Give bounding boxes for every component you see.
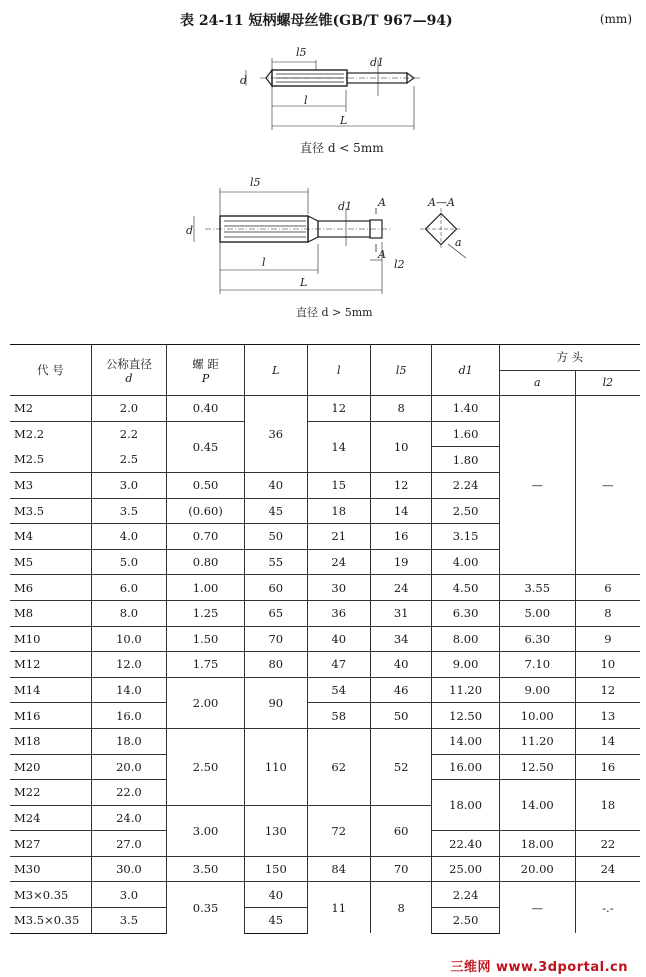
table-row [10, 856, 640, 882]
label-A-top: A [378, 196, 386, 209]
header-d1: d1 [432, 345, 499, 396]
cell-l2: 13 [575, 703, 640, 729]
cell-l5: 8 [370, 396, 432, 422]
cell-d1: 14.00 [432, 728, 499, 754]
cell-d1: 1.60 [432, 421, 499, 447]
cell-l: 11 [307, 882, 370, 933]
cell-d: 12.0 [91, 652, 166, 678]
cell-l2: 22 [575, 831, 640, 857]
cell-d1: 18.00 [432, 780, 499, 831]
cell-l5: 60 [370, 805, 432, 856]
cell-l2: 18 [575, 780, 640, 831]
label-d1-large: d1 [338, 200, 353, 213]
cell-l2: 16 [575, 754, 640, 780]
site-watermark: 三维网 www.3dportal.cn [450, 960, 628, 975]
cell-a: 18.00 [499, 831, 575, 857]
cell-P: 1.00 [167, 575, 245, 601]
cell-L: 50 [245, 524, 307, 550]
cell-code: M8 [10, 600, 91, 626]
label-L-large: L [300, 276, 308, 289]
table-row [10, 600, 640, 626]
cell-l5: 19 [370, 549, 432, 575]
cell-L: 45 [245, 908, 307, 934]
cell-d1: 2.24 [432, 882, 499, 908]
cell-d: 18.0 [91, 728, 166, 754]
cell-d1: 4.00 [432, 549, 499, 575]
cell-d: 14.0 [91, 677, 166, 703]
cell-l5: 10 [370, 421, 432, 472]
cell-d1: 1.80 [432, 447, 499, 473]
cell-d1: 9.00 [432, 652, 499, 678]
header-square: 方 头 [499, 345, 640, 371]
cell-L: 60 [245, 575, 307, 601]
cell-code: M3×0.35 [10, 882, 91, 908]
cell-d: 20.0 [91, 754, 166, 780]
cell-code: M3 [10, 472, 91, 498]
cell-code: M27 [10, 831, 91, 857]
cell-l: 18 [307, 498, 370, 524]
cell-a: 6.30 [499, 626, 575, 652]
cell-l: 36 [307, 600, 370, 626]
cell-L: 36 [245, 396, 307, 473]
cell-code: M24 [10, 805, 91, 831]
header-l: l [307, 345, 370, 396]
cell-l2: 10 [575, 652, 640, 678]
cell-P: 1.75 [167, 652, 245, 678]
cell-code: M12 [10, 652, 91, 678]
cell-l: 72 [307, 805, 370, 856]
cell-d: 27.0 [91, 831, 166, 857]
label-A-bottom: A [378, 248, 386, 261]
table-row [10, 728, 640, 754]
tap-drawings [0, 0, 646, 340]
cell-l: 30 [307, 575, 370, 601]
table-row [10, 626, 640, 652]
cell-P: 0.80 [167, 549, 245, 575]
label-a: a [455, 236, 462, 249]
table-row [10, 396, 640, 422]
cell-code: M14 [10, 677, 91, 703]
cell-code: M2 [10, 396, 91, 422]
cell-L: 45 [245, 498, 307, 524]
cell-d: 4.0 [91, 524, 166, 550]
cell-a: 5.00 [499, 600, 575, 626]
header-L: L [245, 345, 307, 396]
label-l-large: l [262, 256, 266, 269]
cell-P: 3.50 [167, 856, 245, 882]
cell-d: 16.0 [91, 703, 166, 729]
cell-code: M6 [10, 575, 91, 601]
cell-d: 3.5 [91, 498, 166, 524]
cell-a: 7.10 [499, 652, 575, 678]
cell-l2: 14 [575, 728, 640, 754]
cell-L: 55 [245, 549, 307, 575]
label-l5-small: l5 [296, 46, 307, 59]
cell-code: M30 [10, 856, 91, 882]
cell-a: 14.00 [499, 780, 575, 831]
label-l5-large: l5 [250, 176, 261, 189]
label-l2: l2 [394, 258, 405, 271]
cell-d1: 2.50 [432, 908, 499, 934]
cell-l5: 16 [370, 524, 432, 550]
cell-L: 70 [245, 626, 307, 652]
cell-a: 9.00 [499, 677, 575, 703]
header-pitch: 螺 距 P [167, 345, 245, 396]
cell-a: 11.20 [499, 728, 575, 754]
cell-l2: 8 [575, 600, 640, 626]
cell-l2: -.- [575, 882, 640, 933]
cell-code: M2.5 [10, 447, 91, 473]
cell-P: (0.60) [167, 498, 245, 524]
cell-l: 21 [307, 524, 370, 550]
caption-large-diameter: 直径 d > 5mm [296, 306, 373, 319]
cell-d: 5.0 [91, 549, 166, 575]
cell-l: 84 [307, 856, 370, 882]
cell-L: 65 [245, 600, 307, 626]
table-row [10, 575, 640, 601]
cell-d: 3.0 [91, 882, 166, 908]
cell-L: 90 [245, 677, 307, 728]
table-title: 表 24-11 短柄螺母丝锥(GB/T 967—94) [180, 13, 453, 29]
cell-l: 40 [307, 626, 370, 652]
label-d1-small: d1 [370, 56, 385, 69]
cell-l: 14 [307, 421, 370, 472]
cell-L: 80 [245, 652, 307, 678]
table-row [10, 677, 640, 703]
cell-P: 1.25 [167, 600, 245, 626]
cell-l2: 24 [575, 856, 640, 882]
cell-d: 2.2 [91, 421, 166, 447]
cell-l5: 31 [370, 600, 432, 626]
unit-label: (mm) [599, 12, 632, 26]
cell-d: 2.5 [91, 447, 166, 473]
cell-code: M16 [10, 703, 91, 729]
cell-l2: 6 [575, 575, 640, 601]
label-d-small: d [240, 74, 248, 87]
label-section-AA: A—A [428, 196, 455, 209]
cell-l2: 9 [575, 626, 640, 652]
cell-d: 8.0 [91, 600, 166, 626]
cell-d: 2.0 [91, 396, 166, 422]
cell-P: 1.50 [167, 626, 245, 652]
cell-d1: 16.00 [432, 754, 499, 780]
cell-code: M18 [10, 728, 91, 754]
cell-d: 10.0 [91, 626, 166, 652]
cell-code: M3.5×0.35 [10, 908, 91, 934]
cell-d1: 2.50 [432, 498, 499, 524]
cell-l2: — [575, 396, 640, 575]
cell-d: 3.0 [91, 472, 166, 498]
cell-l: 15 [307, 472, 370, 498]
header-l2: l2 [575, 370, 640, 396]
cell-a: — [499, 396, 575, 575]
cell-l5: 46 [370, 677, 432, 703]
table-row [10, 652, 640, 678]
cell-l5: 34 [370, 626, 432, 652]
cell-d1: 1.40 [432, 396, 499, 422]
cell-P: 0.70 [167, 524, 245, 550]
cell-d: 30.0 [91, 856, 166, 882]
cell-d1: 6.30 [432, 600, 499, 626]
cell-code: M20 [10, 754, 91, 780]
cell-d1: 11.20 [432, 677, 499, 703]
cell-P: 0.35 [167, 882, 245, 933]
cell-d: 6.0 [91, 575, 166, 601]
cell-l: 47 [307, 652, 370, 678]
cell-d1: 22.40 [432, 831, 499, 857]
cell-code: M3.5 [10, 498, 91, 524]
cell-L: 40 [245, 472, 307, 498]
label-l-small: l [304, 94, 308, 107]
table-row [10, 882, 640, 908]
cell-l5: 70 [370, 856, 432, 882]
cell-a: 20.00 [499, 856, 575, 882]
cell-a: — [499, 882, 575, 933]
cell-P: 3.00 [167, 805, 245, 856]
cell-d: 24.0 [91, 805, 166, 831]
cell-L: 150 [245, 856, 307, 882]
cell-d: 22.0 [91, 780, 166, 806]
cell-l5: 40 [370, 652, 432, 678]
cell-code: M4 [10, 524, 91, 550]
cell-a: 10.00 [499, 703, 575, 729]
cell-d1: 3.15 [432, 524, 499, 550]
large-tap-drawing [194, 188, 466, 294]
cell-P: 0.45 [167, 421, 245, 472]
cell-L: 40 [245, 882, 307, 908]
cell-l: 54 [307, 677, 370, 703]
label-L-small: L [340, 114, 348, 127]
cell-L: 130 [245, 805, 307, 856]
cell-l: 58 [307, 703, 370, 729]
header-nominal: 公称直径 d [91, 345, 166, 396]
cell-a: 12.50 [499, 754, 575, 780]
cell-d1: 12.50 [432, 703, 499, 729]
cell-l5: 12 [370, 472, 432, 498]
cell-l5: 24 [370, 575, 432, 601]
header-l5: l5 [370, 345, 432, 396]
cell-a: 3.55 [499, 575, 575, 601]
caption-small-diameter: 直径 d < 5mm [300, 141, 384, 155]
small-tap-drawing [246, 58, 420, 130]
cell-l: 12 [307, 396, 370, 422]
cell-d1: 8.00 [432, 626, 499, 652]
cell-code: M2.2 [10, 421, 91, 447]
cell-l: 62 [307, 728, 370, 805]
cell-d1: 25.00 [432, 856, 499, 882]
cell-l5: 52 [370, 728, 432, 805]
cell-P: 2.50 [167, 728, 245, 805]
header-code: 代 号 [10, 345, 91, 396]
cell-l2: 12 [575, 677, 640, 703]
cell-l: 24 [307, 549, 370, 575]
cell-l5: 50 [370, 703, 432, 729]
cell-code: M5 [10, 549, 91, 575]
tap-spec-table [10, 344, 640, 934]
cell-l5: 14 [370, 498, 432, 524]
cell-d: 3.5 [91, 908, 166, 934]
label-d-large: d [186, 224, 194, 237]
cell-code: M10 [10, 626, 91, 652]
cell-d1: 2.24 [432, 472, 499, 498]
cell-P: 0.40 [167, 396, 245, 422]
table-row [10, 703, 640, 729]
cell-P: 2.00 [167, 677, 245, 728]
cell-code: M22 [10, 780, 91, 806]
cell-L: 110 [245, 728, 307, 805]
cell-P: 0.50 [167, 472, 245, 498]
cell-l5: 8 [370, 882, 432, 933]
header-a: a [499, 370, 575, 396]
cell-d1: 4.50 [432, 575, 499, 601]
